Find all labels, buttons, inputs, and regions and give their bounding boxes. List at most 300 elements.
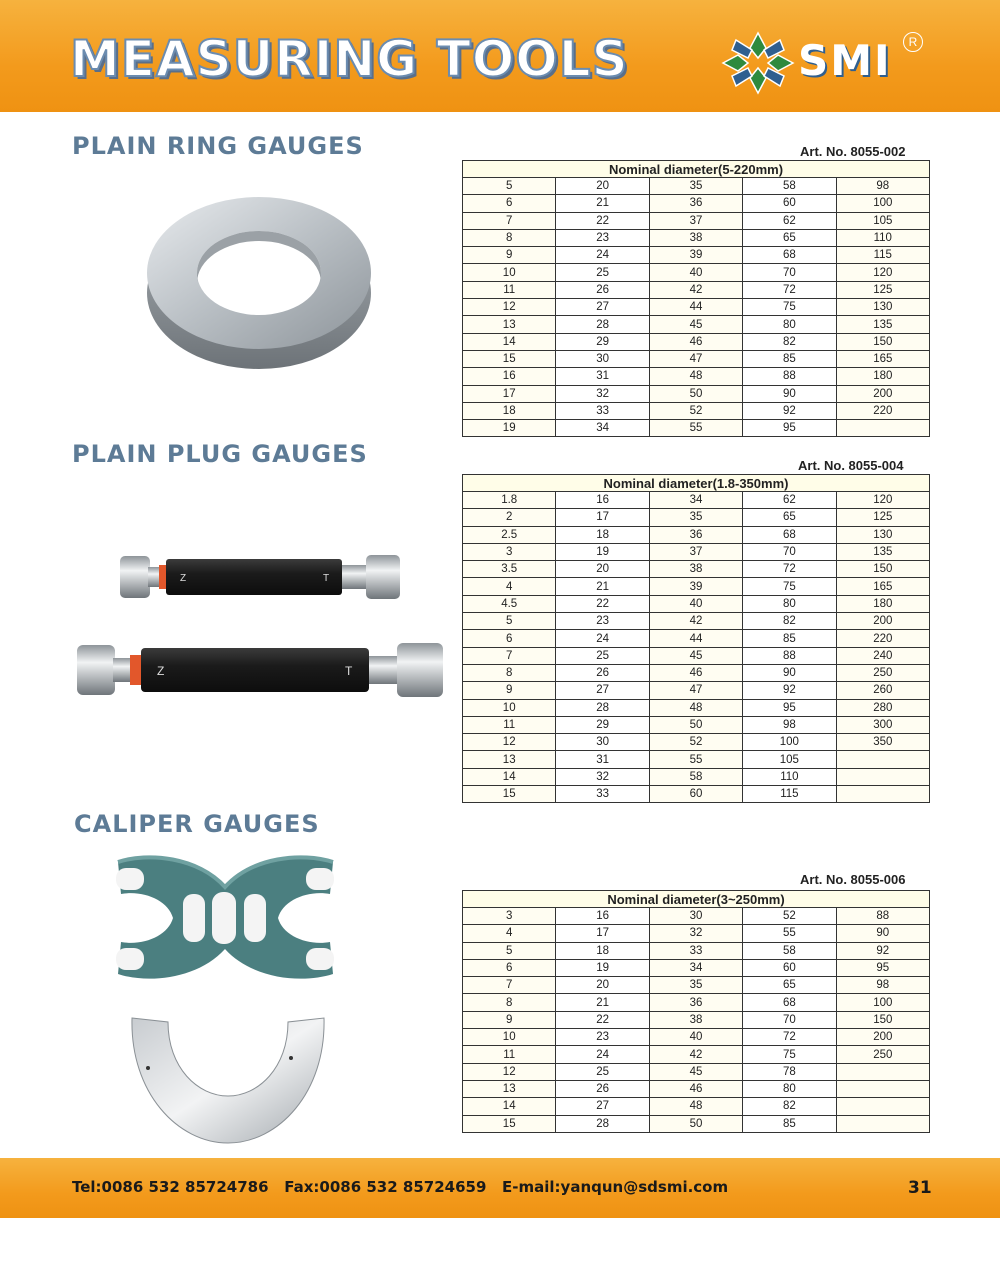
table-cell: 38 bbox=[649, 229, 742, 246]
table-cell: 65 bbox=[743, 509, 836, 526]
table-cell: 220 bbox=[836, 402, 929, 419]
table-cell: 50 bbox=[649, 385, 742, 402]
table-cell: 16 bbox=[556, 908, 649, 925]
table-cell: 4.5 bbox=[463, 595, 556, 612]
table-cell: 48 bbox=[649, 1098, 742, 1115]
table-cell: 35 bbox=[649, 178, 742, 195]
table-cell: 28 bbox=[556, 1115, 649, 1132]
contact-info: Tel:0086 532 85724786 Fax:0086 532 85724659 E-mail:yanqun@sdsmi.com bbox=[72, 1178, 729, 1196]
table-row bbox=[463, 664, 930, 681]
table-cell: 150 bbox=[836, 561, 929, 578]
table-cell: 350 bbox=[836, 734, 929, 751]
table-cell: 30 bbox=[649, 908, 742, 925]
table-cell: 12 bbox=[463, 299, 556, 316]
table-cell: 40 bbox=[649, 1029, 742, 1046]
table-cell: 46 bbox=[649, 664, 742, 681]
table-cell: 34 bbox=[649, 959, 742, 976]
table-row bbox=[463, 543, 930, 560]
table-cell: 2.5 bbox=[463, 526, 556, 543]
table-cell: 22 bbox=[556, 212, 649, 229]
table-cell: 14 bbox=[463, 333, 556, 350]
table-cell: 47 bbox=[649, 682, 742, 699]
table-cell: 100 bbox=[743, 734, 836, 751]
table-cell bbox=[836, 1080, 929, 1097]
page-number: 31 bbox=[908, 1178, 932, 1198]
table-cell: 1.8 bbox=[463, 492, 556, 509]
table-row bbox=[463, 977, 930, 994]
table-cell: 30 bbox=[556, 734, 649, 751]
table-row bbox=[463, 385, 930, 402]
table-cell: 240 bbox=[836, 647, 929, 664]
table-row bbox=[463, 751, 930, 768]
table-cell: 46 bbox=[649, 333, 742, 350]
table-cell: 45 bbox=[649, 316, 742, 333]
table-cell: 39 bbox=[649, 578, 742, 595]
table-cell: 37 bbox=[649, 543, 742, 560]
table-cell: 40 bbox=[649, 264, 742, 281]
table-row bbox=[463, 1115, 930, 1132]
table-row bbox=[463, 492, 930, 509]
table-cell: 26 bbox=[556, 664, 649, 681]
table-cell: 19 bbox=[556, 543, 649, 560]
table-cell: 35 bbox=[649, 509, 742, 526]
table-cell: 21 bbox=[556, 195, 649, 212]
nogo-mark-large: T bbox=[345, 664, 353, 678]
table-cell: 18 bbox=[556, 942, 649, 959]
smi-logo bbox=[718, 28, 928, 98]
table-cell: 21 bbox=[556, 578, 649, 595]
plug-gauge-table bbox=[462, 474, 930, 803]
table-row bbox=[463, 350, 930, 367]
table-cell: 135 bbox=[836, 543, 929, 560]
table-row bbox=[463, 264, 930, 281]
table-cell: 90 bbox=[743, 385, 836, 402]
table-cell bbox=[836, 420, 929, 437]
table-cell: 28 bbox=[556, 316, 649, 333]
table-header: Nominal diameter(1.8-350mm) bbox=[463, 475, 930, 492]
table-cell: 65 bbox=[743, 977, 836, 994]
table-cell: 90 bbox=[743, 664, 836, 681]
table-cell: 24 bbox=[556, 1046, 649, 1063]
table-cell: 14 bbox=[463, 768, 556, 785]
table-cell: 88 bbox=[836, 908, 929, 925]
table-cell: 12 bbox=[463, 1063, 556, 1080]
table-row bbox=[463, 402, 930, 419]
smi-logo-icon bbox=[718, 28, 798, 98]
table-cell: 58 bbox=[743, 942, 836, 959]
table-cell: 36 bbox=[649, 994, 742, 1011]
table-row bbox=[463, 734, 930, 751]
table-cell: 33 bbox=[649, 942, 742, 959]
table-cell: 25 bbox=[556, 264, 649, 281]
nogo-mark: T bbox=[323, 573, 330, 584]
table-cell: 17 bbox=[556, 925, 649, 942]
table-cell bbox=[836, 1115, 929, 1132]
table-cell: 23 bbox=[556, 613, 649, 630]
table-cell: 10 bbox=[463, 264, 556, 281]
table-cell: 6 bbox=[463, 630, 556, 647]
table-cell: 52 bbox=[649, 734, 742, 751]
table-cell: 85 bbox=[743, 1115, 836, 1132]
table-cell: 100 bbox=[836, 195, 929, 212]
table-row bbox=[463, 578, 930, 595]
table-row bbox=[463, 212, 930, 229]
table-cell: 42 bbox=[649, 281, 742, 298]
table-cell: 19 bbox=[463, 420, 556, 437]
table-cell: 29 bbox=[556, 716, 649, 733]
table-cell: 21 bbox=[556, 994, 649, 1011]
table-cell: 60 bbox=[743, 195, 836, 212]
table-cell: 150 bbox=[836, 1011, 929, 1028]
table-cell: 98 bbox=[836, 977, 929, 994]
table-cell: 27 bbox=[556, 1098, 649, 1115]
table-cell: 65 bbox=[743, 229, 836, 246]
table-cell: 70 bbox=[743, 264, 836, 281]
table-cell: 10 bbox=[463, 699, 556, 716]
table-cell: 32 bbox=[556, 385, 649, 402]
table-row bbox=[463, 786, 930, 803]
table-cell: 17 bbox=[463, 385, 556, 402]
table-cell: 80 bbox=[743, 595, 836, 612]
table-cell: 115 bbox=[836, 247, 929, 264]
table-cell: 5 bbox=[463, 613, 556, 630]
table-cell: 58 bbox=[743, 178, 836, 195]
table-cell: 48 bbox=[649, 699, 742, 716]
table-cell: 95 bbox=[743, 420, 836, 437]
table-cell: 72 bbox=[743, 1029, 836, 1046]
table-cell: 135 bbox=[836, 316, 929, 333]
table-cell: 70 bbox=[743, 543, 836, 560]
table-cell: 300 bbox=[836, 716, 929, 733]
table-cell: 18 bbox=[556, 526, 649, 543]
table-cell: 30 bbox=[556, 350, 649, 367]
table-cell: 22 bbox=[556, 1011, 649, 1028]
table-cell: 165 bbox=[836, 350, 929, 367]
table-cell: 3.5 bbox=[463, 561, 556, 578]
table-cell: 165 bbox=[836, 578, 929, 595]
table-cell: 6 bbox=[463, 959, 556, 976]
table-cell: 13 bbox=[463, 1080, 556, 1097]
table-cell: 16 bbox=[463, 368, 556, 385]
table-row bbox=[463, 908, 930, 925]
section-title-caliper: CALIPER GAUGES bbox=[74, 810, 320, 838]
table-cell: 13 bbox=[463, 316, 556, 333]
table-cell: 125 bbox=[836, 509, 929, 526]
table-cell bbox=[836, 1063, 929, 1080]
table-cell: 3 bbox=[463, 908, 556, 925]
table-cell: 150 bbox=[836, 333, 929, 350]
table-row bbox=[463, 368, 930, 385]
table-cell: 75 bbox=[743, 578, 836, 595]
table-row bbox=[463, 994, 930, 1011]
table-row bbox=[463, 178, 930, 195]
table-cell: 50 bbox=[649, 1115, 742, 1132]
table-cell: 9 bbox=[463, 682, 556, 699]
table-cell: 180 bbox=[836, 595, 929, 612]
table-cell: 25 bbox=[556, 647, 649, 664]
table-row bbox=[463, 299, 930, 316]
table-cell bbox=[836, 786, 929, 803]
table-cell: 105 bbox=[836, 212, 929, 229]
table-cell: 98 bbox=[836, 178, 929, 195]
table-cell: 60 bbox=[649, 786, 742, 803]
table-cell: 32 bbox=[556, 768, 649, 785]
table-cell: 24 bbox=[556, 630, 649, 647]
table-row bbox=[463, 333, 930, 350]
table-cell: 36 bbox=[649, 195, 742, 212]
table-cell: 7 bbox=[463, 647, 556, 664]
brand-name: SMI bbox=[798, 36, 892, 85]
table-cell: 75 bbox=[743, 299, 836, 316]
caliper-gauge-image bbox=[108, 852, 343, 984]
caliper-ring-image bbox=[128, 998, 328, 1148]
table-cell: 9 bbox=[463, 1011, 556, 1028]
ring-gauge-image bbox=[145, 185, 375, 375]
table-cell: 15 bbox=[463, 1115, 556, 1132]
header-band bbox=[0, 0, 1000, 112]
table-cell: 32 bbox=[649, 925, 742, 942]
table-cell: 4 bbox=[463, 925, 556, 942]
table-row bbox=[463, 316, 930, 333]
table-cell: 10 bbox=[463, 1029, 556, 1046]
table-cell: 80 bbox=[743, 1080, 836, 1097]
table-row bbox=[463, 1011, 930, 1028]
table-cell: 130 bbox=[836, 526, 929, 543]
table-cell: 250 bbox=[836, 1046, 929, 1063]
table-cell: 52 bbox=[649, 402, 742, 419]
table-cell: 55 bbox=[743, 925, 836, 942]
table-cell: 28 bbox=[556, 699, 649, 716]
table-row bbox=[463, 699, 930, 716]
table-cell: 200 bbox=[836, 613, 929, 630]
table-cell: 42 bbox=[649, 1046, 742, 1063]
table-cell: 8 bbox=[463, 229, 556, 246]
table-cell: 82 bbox=[743, 333, 836, 350]
table-cell: 220 bbox=[836, 630, 929, 647]
table-cell: 92 bbox=[743, 402, 836, 419]
table-cell: 3 bbox=[463, 543, 556, 560]
table-cell: 38 bbox=[649, 561, 742, 578]
table-row bbox=[463, 1098, 930, 1115]
table-cell: 44 bbox=[649, 299, 742, 316]
table-cell: 46 bbox=[649, 1080, 742, 1097]
plug-gauge-small-image bbox=[118, 552, 403, 602]
table-cell: 55 bbox=[649, 751, 742, 768]
table-row bbox=[463, 1080, 930, 1097]
table-row bbox=[463, 959, 930, 976]
table-cell: 45 bbox=[649, 647, 742, 664]
table-cell: 27 bbox=[556, 682, 649, 699]
table-cell: 36 bbox=[649, 526, 742, 543]
table-cell: 72 bbox=[743, 561, 836, 578]
table-cell: 125 bbox=[836, 281, 929, 298]
table-cell: 68 bbox=[743, 994, 836, 1011]
table-cell: 68 bbox=[743, 247, 836, 264]
table-cell: 25 bbox=[556, 1063, 649, 1080]
table-row bbox=[463, 613, 930, 630]
table-cell: 39 bbox=[649, 247, 742, 264]
table-row bbox=[463, 647, 930, 664]
table-cell: 100 bbox=[836, 994, 929, 1011]
table-cell: 5 bbox=[463, 178, 556, 195]
table-cell: 7 bbox=[463, 977, 556, 994]
table-cell: 37 bbox=[649, 212, 742, 229]
table-cell: 4 bbox=[463, 578, 556, 595]
table-cell: 250 bbox=[836, 664, 929, 681]
table-cell bbox=[836, 751, 929, 768]
table-cell: 19 bbox=[556, 959, 649, 976]
table-cell: 47 bbox=[649, 350, 742, 367]
table-cell: 82 bbox=[743, 1098, 836, 1115]
table-cell: 88 bbox=[743, 368, 836, 385]
table-row bbox=[463, 1063, 930, 1080]
table-cell: 44 bbox=[649, 630, 742, 647]
table-row bbox=[463, 1029, 930, 1046]
table-row bbox=[463, 561, 930, 578]
go-mark-large: Z bbox=[157, 664, 165, 678]
table-row bbox=[463, 195, 930, 212]
registered-mark: R bbox=[903, 32, 923, 52]
table-cell: 11 bbox=[463, 716, 556, 733]
table-cell: 11 bbox=[463, 1046, 556, 1063]
table-cell: 45 bbox=[649, 1063, 742, 1080]
table-cell: 27 bbox=[556, 299, 649, 316]
table-row bbox=[463, 229, 930, 246]
table-cell: 85 bbox=[743, 630, 836, 647]
table-cell: 16 bbox=[556, 492, 649, 509]
table-row bbox=[463, 925, 930, 942]
table-cell: 180 bbox=[836, 368, 929, 385]
table-row bbox=[463, 682, 930, 699]
table-cell: 280 bbox=[836, 699, 929, 716]
table-cell: 110 bbox=[743, 768, 836, 785]
table-cell: 200 bbox=[836, 385, 929, 402]
table-row bbox=[463, 716, 930, 733]
table-cell: 26 bbox=[556, 1080, 649, 1097]
art-no-caliper: Art. No. 8055-006 bbox=[800, 872, 906, 887]
table-cell: 11 bbox=[463, 281, 556, 298]
table-cell: 58 bbox=[649, 768, 742, 785]
table-cell: 110 bbox=[836, 229, 929, 246]
table-cell: 120 bbox=[836, 264, 929, 281]
table-cell: 23 bbox=[556, 1029, 649, 1046]
table-cell: 35 bbox=[649, 977, 742, 994]
table-cell: 33 bbox=[556, 402, 649, 419]
table-cell: 55 bbox=[649, 420, 742, 437]
table-cell: 22 bbox=[556, 595, 649, 612]
footer-band bbox=[0, 1158, 1000, 1218]
table-cell: 82 bbox=[743, 613, 836, 630]
table-cell: 130 bbox=[836, 299, 929, 316]
table-cell: 60 bbox=[743, 959, 836, 976]
plug-gauge-large-image bbox=[75, 640, 445, 700]
table-cell: 23 bbox=[556, 229, 649, 246]
table-cell: 7 bbox=[463, 212, 556, 229]
table-cell: 62 bbox=[743, 492, 836, 509]
table-cell: 33 bbox=[556, 786, 649, 803]
table-cell: 48 bbox=[649, 368, 742, 385]
page-title: MEASURING TOOLS bbox=[70, 30, 629, 88]
table-cell: 31 bbox=[556, 368, 649, 385]
table-cell: 12 bbox=[463, 734, 556, 751]
art-no-plug: Art. No. 8055-004 bbox=[798, 458, 904, 473]
table-cell: 78 bbox=[743, 1063, 836, 1080]
section-title-plug: PLAIN PLUG GAUGES bbox=[72, 440, 368, 468]
table-cell: 15 bbox=[463, 350, 556, 367]
table-header: Nominal diameter(5-220mm) bbox=[463, 161, 930, 178]
table-cell: 70 bbox=[743, 1011, 836, 1028]
table-cell: 105 bbox=[743, 751, 836, 768]
table-cell bbox=[836, 1098, 929, 1115]
table-cell: 15 bbox=[463, 786, 556, 803]
table-cell: 62 bbox=[743, 212, 836, 229]
table-cell: 5 bbox=[463, 942, 556, 959]
table-cell: 14 bbox=[463, 1098, 556, 1115]
table-cell: 92 bbox=[743, 682, 836, 699]
table-cell: 80 bbox=[743, 316, 836, 333]
table-cell: 24 bbox=[556, 247, 649, 264]
table-cell: 31 bbox=[556, 751, 649, 768]
ring-gauge-table bbox=[462, 160, 930, 437]
art-no-ring: Art. No. 8055-002 bbox=[800, 144, 906, 159]
table-cell: 8 bbox=[463, 994, 556, 1011]
table-cell: 34 bbox=[649, 492, 742, 509]
table-cell: 72 bbox=[743, 281, 836, 298]
table-row bbox=[463, 630, 930, 647]
table-cell: 68 bbox=[743, 526, 836, 543]
table-cell: 50 bbox=[649, 716, 742, 733]
table-row bbox=[463, 420, 930, 437]
go-mark: Z bbox=[180, 573, 187, 584]
table-cell: 92 bbox=[836, 942, 929, 959]
table-cell: 20 bbox=[556, 561, 649, 578]
table-row bbox=[463, 595, 930, 612]
table-cell: 20 bbox=[556, 977, 649, 994]
table-cell: 40 bbox=[649, 595, 742, 612]
table-cell: 115 bbox=[743, 786, 836, 803]
table-cell: 20 bbox=[556, 178, 649, 195]
caliper-gauge-table bbox=[462, 890, 930, 1133]
table-row bbox=[463, 247, 930, 264]
table-row bbox=[463, 509, 930, 526]
table-cell: 8 bbox=[463, 664, 556, 681]
table-row bbox=[463, 768, 930, 785]
table-cell: 85 bbox=[743, 350, 836, 367]
table-cell: 2 bbox=[463, 509, 556, 526]
table-cell: 95 bbox=[743, 699, 836, 716]
section-title-ring: PLAIN RING GAUGES bbox=[72, 132, 364, 160]
table-cell: 75 bbox=[743, 1046, 836, 1063]
table-cell: 6 bbox=[463, 195, 556, 212]
table-cell: 42 bbox=[649, 613, 742, 630]
table-cell: 95 bbox=[836, 959, 929, 976]
table-cell: 120 bbox=[836, 492, 929, 509]
table-cell: 13 bbox=[463, 751, 556, 768]
table-cell: 9 bbox=[463, 247, 556, 264]
table-cell: 260 bbox=[836, 682, 929, 699]
table-cell: 29 bbox=[556, 333, 649, 350]
table-cell: 34 bbox=[556, 420, 649, 437]
table-cell: 18 bbox=[463, 402, 556, 419]
table-cell: 26 bbox=[556, 281, 649, 298]
table-row bbox=[463, 281, 930, 298]
table-cell: 200 bbox=[836, 1029, 929, 1046]
table-cell: 98 bbox=[743, 716, 836, 733]
table-row bbox=[463, 526, 930, 543]
table-cell: 17 bbox=[556, 509, 649, 526]
table-cell bbox=[836, 768, 929, 785]
table-cell: 52 bbox=[743, 908, 836, 925]
